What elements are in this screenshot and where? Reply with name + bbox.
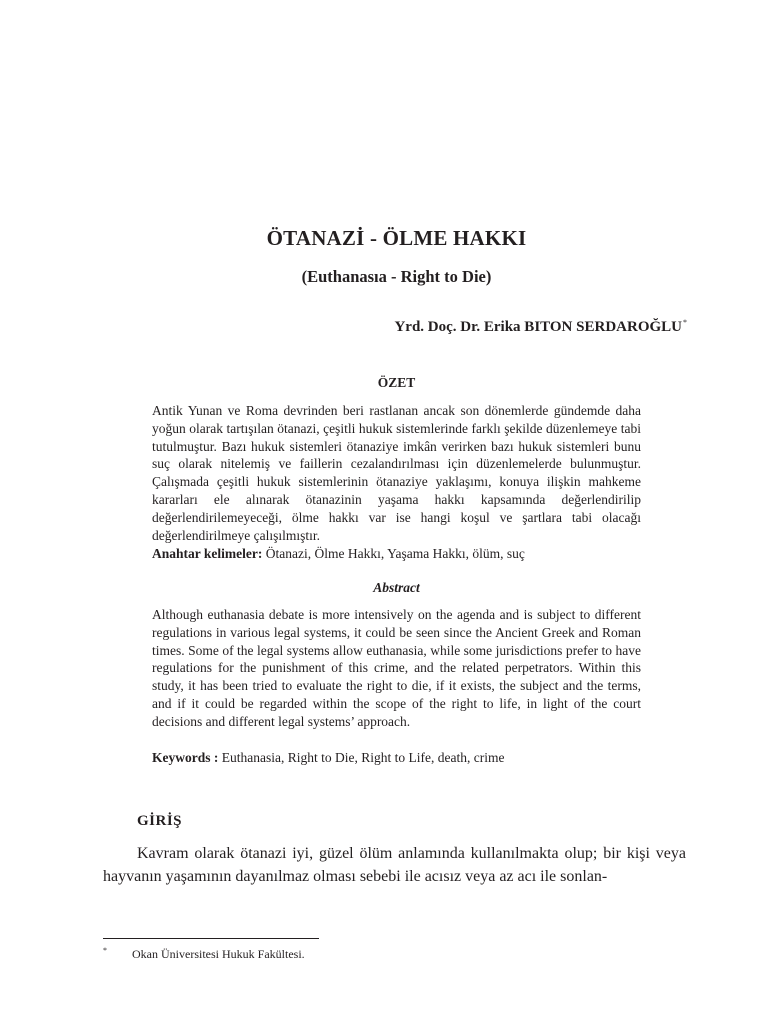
- english-keywords-list: Euthanasia, Right to Die, Right to Life, death, crime: [218, 750, 505, 765]
- introduction-paragraph: Kavram olarak ötanazi iyi, güzel ölüm anlamında kullanılmakta olup; bir kişi veya hayvanın yaşamının dayanılmaz olması sebebi ile acısız veya az acı ile sonlan-: [103, 845, 686, 885]
- turkish-keywords-label: Anahtar kelimeler:: [152, 546, 263, 561]
- turkish-keywords-list: Ötanazi, Ölme Hakkı, Yaşama Hakkı, ölüm, suç: [262, 546, 525, 561]
- ozet-paragraph: Antik Yunan ve Roma devrinden beri rastlanan ancak son dönemlerde gündemde daha yoğun olarak tartışılan ötanazi, çeşitli hukuk sistemlerinde farklı şekilde düzenlemeye tabi tutulmuştur. Bazı hukuk sistemleri ötanaziye imkân verirken bazı hukuk sistemleri bunu suç olarak nitelemiş ve faillerin cezalandırılması için düzenlemelerde bulunmuştur. Çalışmada çeşitli hukuk sistemlerinin ötanaziye yaklaşımı, konuya ilişkin mahkeme kararları ele alınarak ötanazinin yaşama hakkı kapsamında değerlendirilip değerlendirilemeyeceği, ölme hakkı var ise hangi koşul ve şartlara tabi olacağı değerlendirilmeye çalışılmıştır.: [152, 403, 641, 543]
- paper-subtitle: (Euthanasıa - Right to Die): [301, 267, 492, 286]
- english-keywords: [152, 750, 652, 766]
- footnote-marker: *: [103, 946, 107, 955]
- english-keywords-label: Keywords :: [152, 750, 219, 765]
- abstract-heading: Abstract: [373, 580, 420, 595]
- author-name: Yrd. Doç. Dr. Erika BITON SERDAROĞLU: [394, 319, 682, 335]
- footnote: [103, 946, 305, 962]
- paper-title: ÖTANAZİ - ÖLME HAKKI: [266, 226, 527, 250]
- author-line: [394, 318, 687, 336]
- footnote-divider: [103, 938, 319, 939]
- author-footnote-marker: *: [683, 318, 687, 327]
- introduction-heading: GİRİŞ: [137, 813, 183, 829]
- footnote-text: Okan Üniversitesi Hukuk Fakültesi.: [132, 947, 305, 961]
- ozet-heading: ÖZET: [377, 375, 416, 390]
- abstract-paragraph: Although euthanasia debate is more intensively on the agenda and is subject to different regulations in various legal systems, it could be seen since the Ancient Greek and Roman times. Some of the legal systems allow euthanasia, while some jurisdictions prefer to have regulations for the punishment of this crime, and the related perpetrators. Within this study, it has been tried to evaluate the right to die, if it exists, the subject and the terms, and if it could be regarded within the scope of the right to life, in light of the court decisions and different legal systems’ approach.: [152, 607, 641, 729]
- turkish-keywords: [152, 546, 652, 562]
